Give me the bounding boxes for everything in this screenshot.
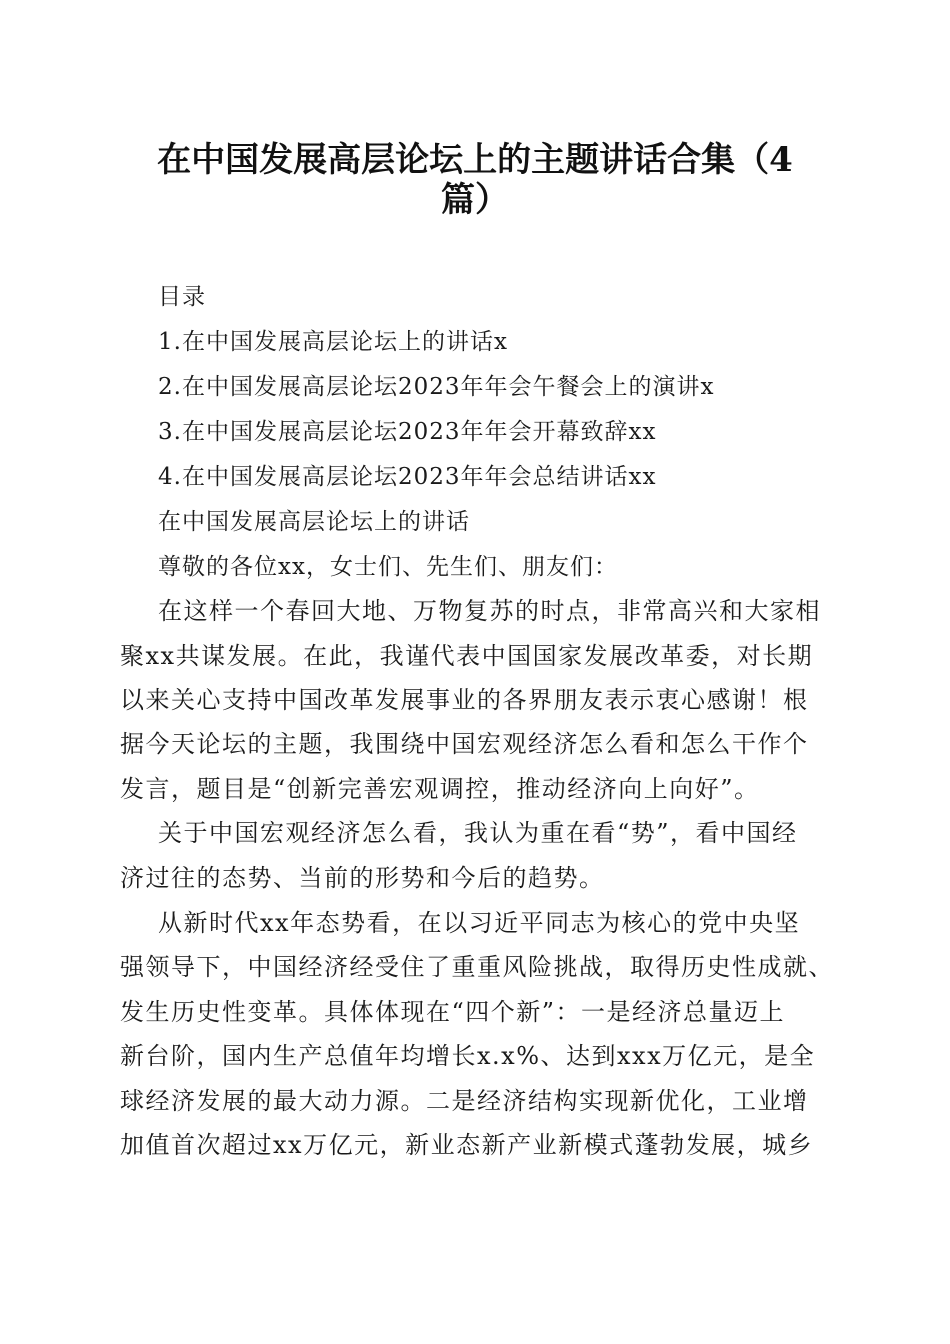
paragraph-3-line-3: 发生历史性变革。具体体现在“四个新”：一是经济总量迈上: [120, 998, 786, 1026]
paragraph-3-line-6: 加值首次超过xx万亿元，新业态新产业新模式蓬勃发展，城乡: [120, 1131, 814, 1159]
toc-item-3: 3.在中国发展高层论坛2023年年会开幕致辞xx: [158, 419, 657, 445]
toc-item-1: 1.在中国发展高层论坛上的讲话x: [158, 329, 508, 355]
paragraph-1-line-1: 在这样一个春回大地、万物复苏的时点，非常高兴和大家相: [158, 597, 821, 625]
paragraph-2-line-2: 济过往的态势、当前的形势和今后的趋势。: [120, 864, 605, 892]
toc-item-4: 4.在中国发展高层论坛2023年年会总结讲话xx: [158, 464, 657, 490]
document-title-line-2: 篇）: [441, 180, 509, 220]
toc-heading: 目录: [158, 284, 206, 310]
section-title: 在中国发展高层论坛上的讲话: [158, 509, 470, 535]
salutation: 尊敬的各位xx，女士们、先生们、朋友们：: [158, 554, 618, 580]
paragraph-3-line-4: 新台阶，国内生产总值年均增长x.x%、达到xxx万亿元，是全: [120, 1042, 816, 1070]
paragraph-1-line-5: 发言，题目是“创新完善宏观调控，推动经济向上向好”。: [120, 775, 760, 803]
paragraph-1-line-3: 以来关心支持中国改革发展事业的各界朋友表示衷心感谢！根: [120, 686, 809, 714]
paragraph-3-line-2: 强领导下，中国经济经受住了重重风险挑战，取得历史性成就、: [120, 953, 834, 981]
paragraph-2-line-1: 关于中国宏观经济怎么看，我认为重在看“势”，看中国经: [158, 819, 798, 847]
paragraph-3-line-1: 从新时代xx年态势看，在以习近平同志为核心的党中央坚: [158, 909, 801, 937]
paragraph-1-line-2: 聚xx共谋发展。在此，我谨代表中国国家发展改革委，对长期: [120, 642, 814, 670]
paragraph-3-line-5: 球经济发展的最大动力源。二是经济结构实现新优化，工业增: [120, 1087, 809, 1115]
paragraph-1-line-4: 据今天论坛的主题，我围绕中国宏观经济怎么看和怎么干作个: [120, 730, 809, 758]
toc-item-2: 2.在中国发展高层论坛2023年年会午餐会上的演讲x: [158, 374, 715, 400]
document-title-line-1: 在中国发展高层论坛上的主题讲话合集（4: [157, 140, 793, 180]
